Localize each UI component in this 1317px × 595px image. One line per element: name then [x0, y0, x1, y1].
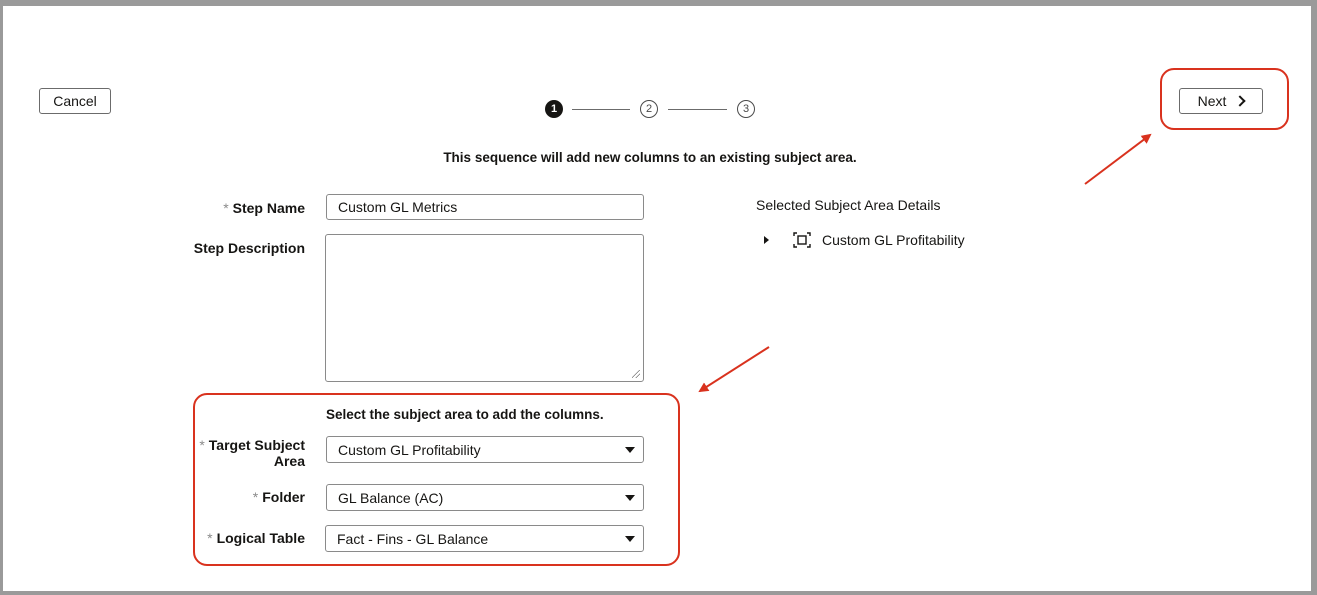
details-title: Selected Subject Area Details: [756, 197, 941, 213]
step-name-label-text: Step Name: [232, 200, 305, 216]
step-2[interactable]: 2: [640, 100, 658, 118]
step-description-label: Step Description: [193, 240, 305, 256]
target-subject-area-value: Custom GL Profitability: [338, 441, 481, 458]
step-3[interactable]: 3: [737, 100, 755, 118]
required-marker: *: [252, 489, 259, 505]
section-hint: Select the subject area to add the columns.: [326, 407, 604, 422]
arrow-to-subject-area: [700, 347, 769, 391]
step-name-value: Custom GL Metrics: [338, 199, 458, 215]
target-subject-area-label-line2: Area: [273, 453, 305, 469]
required-marker: *: [207, 530, 213, 546]
arrow-to-next: [1085, 135, 1150, 184]
folder-value: GL Balance (AC): [338, 489, 444, 506]
required-marker: *: [199, 437, 205, 453]
target-subject-area-label-line1: Target Subject: [208, 437, 305, 453]
logical-table-label-text: Logical Table: [216, 530, 305, 546]
logical-table-value: Fact - Fins - GL Balance: [337, 530, 489, 547]
required-marker: *: [223, 200, 229, 216]
intro-text: This sequence will add new columns to an existing subject area.: [443, 150, 857, 165]
folder-label-text: Folder: [262, 489, 305, 505]
next-label: Next: [1197, 93, 1227, 109]
cancel-label: Cancel: [53, 93, 97, 109]
step-1[interactable]: 1: [545, 100, 563, 118]
subject-area-name: Custom GL Profitability: [822, 232, 965, 248]
